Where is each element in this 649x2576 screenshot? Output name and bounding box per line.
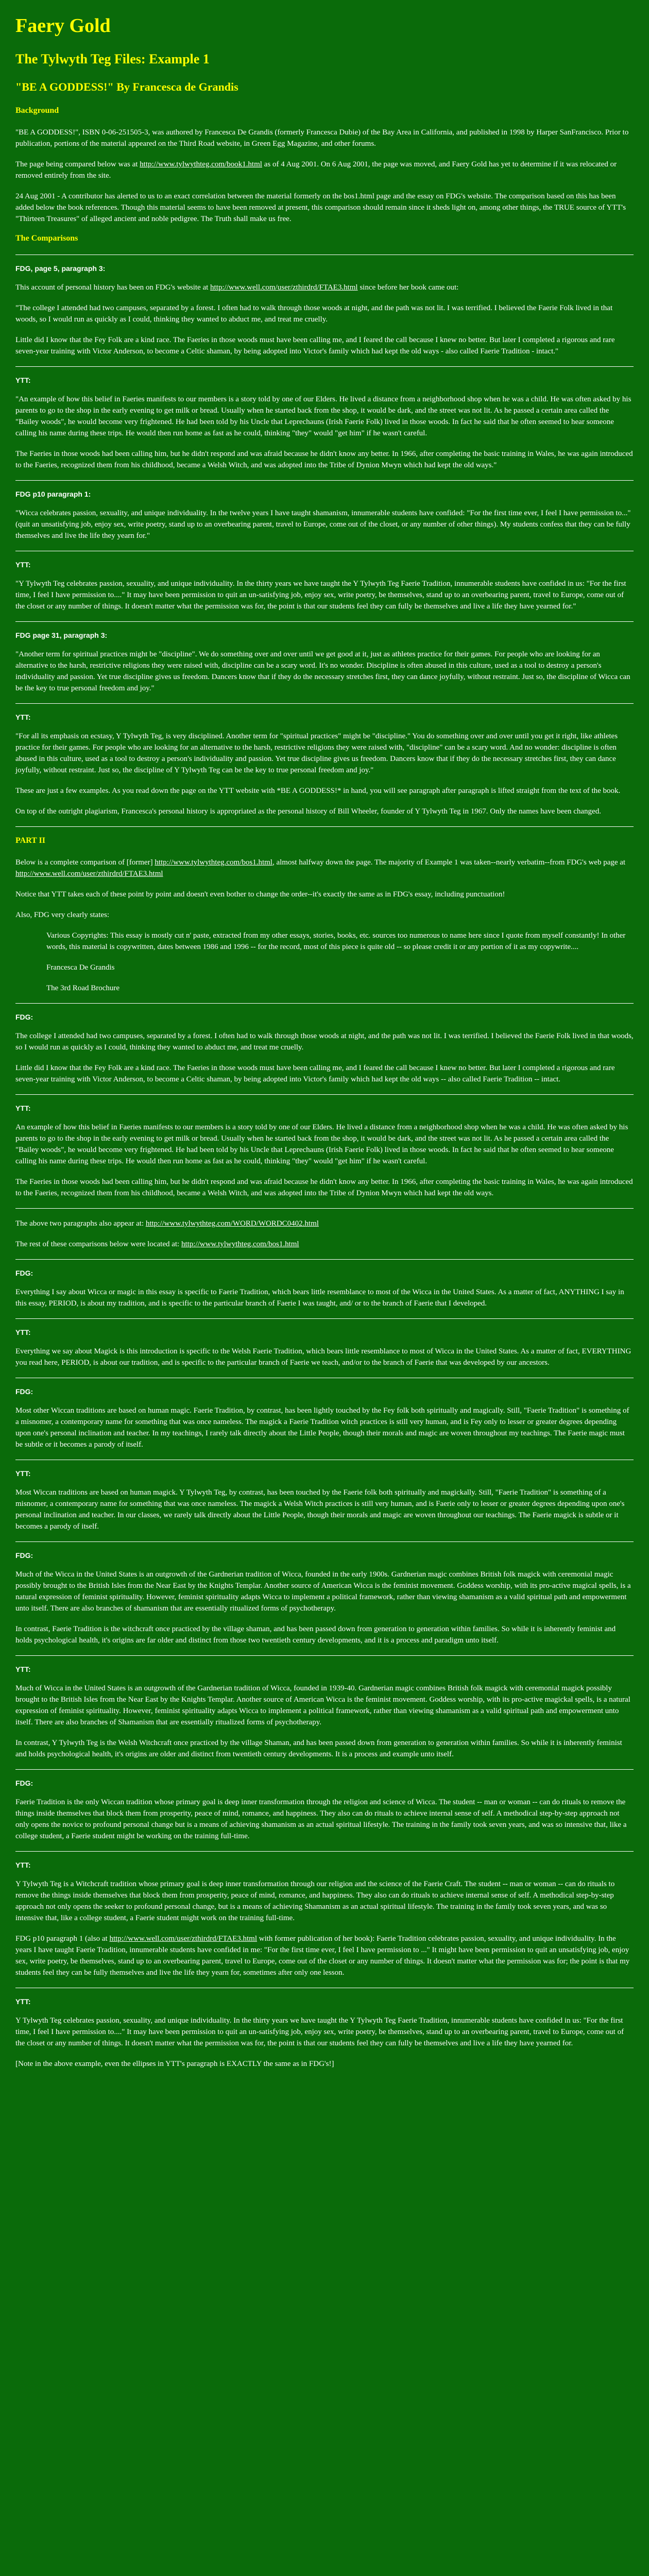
url-link[interactable]: http://www.well.com/user/zthirdrd/FTAE3.html bbox=[109, 1935, 258, 1943]
comparison-paragraph: On top of the outright plagiarism, Francesca's personal history is appropriated as the personal history of Bill Wheeler, founder of Y Tylwyth Teg in 1967. Only the names have been changed. bbox=[15, 807, 601, 816]
comparison-block bbox=[15, 1003, 634, 1085]
source-label: FDG: bbox=[15, 1387, 33, 1396]
source-label: YTT: bbox=[15, 1469, 31, 1478]
url-link[interactable]: http://www.tylwythteg.com/WORD/WORDC0402.html bbox=[145, 1219, 319, 1228]
source-label: FDG: bbox=[15, 1779, 33, 1787]
site-title: Faery Gold bbox=[15, 15, 111, 37]
comparison-block bbox=[15, 1460, 634, 1532]
source-label: FDG p10 paragraph 1: bbox=[15, 490, 91, 498]
url-link[interactable]: http://www.well.com/user/zthirdrd/FTAE3.html bbox=[15, 870, 163, 878]
part2-heading: PART II bbox=[15, 836, 45, 845]
comparison-block bbox=[15, 366, 634, 471]
comparison-paragraph: Much of Wicca in the United States is an outgrowth of the Gardnerian tradition of Wicca, founded in 1939-40. Gardnerian magic combines British folk magick with ceremonial magick possibly brought to the British Isles from the Near East by the Knights Templar. Another source of American Wicca is the feminist movement. Goddess worship, with its pro-active magickal spells, is a natural expression of feminist spirituality. However, feminist spirituality adapts Wicca to implement a political framework, rather than viewing shamanism as a valid spiritual path and empowerment unto itself. There are also branches of Shamanism that are essentially ritualized forms of psychotherapy. bbox=[15, 1684, 630, 1726]
comparison-block bbox=[15, 1988, 634, 2070]
comparison-list bbox=[15, 255, 634, 817]
comparison-paragraph: This account of personal history has been on FDG's website at http://www.well.com/user/zthirdrd/FTAE3.html since before her book came out: bbox=[15, 283, 459, 292]
divider bbox=[15, 826, 634, 827]
comparison-paragraph: In contrast, Faerie Tradition is the witchcraft once practiced by the village shaman, and has been passed down from generation to generation within families. So while it is inherently feminist and holds psychological health, it's origins are far older and distinct from those two twentieth century developments, and it is a process and paradigm unto itself. bbox=[15, 1625, 616, 1645]
source-label: YTT: bbox=[15, 376, 31, 384]
comparison-paragraph: An example of how this belief in Faeries manifests to our members is a story told by one of our Elders. He lived a distance from a neighborhood shop when he was a child. He was often asked by his parents to go to the shop in the early evening to get milk or bread. Usually when he started back from the shop, it would be dark, and the street was not lit. As he passed a certain area called the "Bailey woods", he would become very frightened. He had been told by his Uncle that Leprechauns (Irish Faerie Folk) lived in those woods. In fact he said that he often seemed to hear someone calling his name during these trips. He would then run home as fast as he could, thinking "they" would "get him" if he wasn't careful. bbox=[15, 1123, 628, 1165]
source-label: FDG: bbox=[15, 1269, 33, 1277]
comparison-paragraph: The Faeries in those woods had been calling him, but he didn't respond and was afraid because he didn't know any better. In 1966, after completing the basic training in Wales, he was again introduced to the Faeries, recognized them from his childhood, became a Welsh Witch, and was adopted into the Tribe of Dynion Mwyn which had kept the old ways." bbox=[15, 450, 633, 469]
comparison-paragraph: Everything I say about Wicca or magic in this essay is specific to Faerie Tradition, which bears little resemblance to most of the Wicca in the United States. As a matter of fact, ANYTHING I say in this essay, PERIOD, is about my tradition, and is specific to the particular branch of Faerie I was taught, and/ or to the branch of Faerie that I developed. bbox=[15, 1288, 624, 1308]
comparison-paragraph: "Y Tylwyth Teg celebrates passion, sexuality, and unique individuality. In the thirty years we have taught the Y Tylwyth Teg Faerie Tradition, innumerable students have confided in us: "For the first time, I feel I have permission to...." It may have been permission to quit an un-satisfying job, enjoy sex, write poetry, be themselves, stand up to an overbearing parent, travel to Europe, come out of the closet or any number of things. It doesn't matter what the permission was for, the point is that our students feel they can fully be themselves and live a life they have yearned for." bbox=[15, 580, 626, 611]
page-subtitle: The Tylwyth Teg Files: Example 1 bbox=[15, 52, 210, 66]
comparison-paragraph: Much of the Wicca in the United States is an outgrowth of the Gardnerian tradition of Wicca, founded in the early 1900s. Gardnerian magic combines British folk magick with ceremonial magic possibly brought to the British Isles from the Near East by the Knights Templar. Another source of American Wicca is the feminist movement. Goddess worship, with its pro-active magical spells, is a natural expression of feminist spirituality. However, feminist spirituality adapts Wicca to implement a political framework, rather than viewing shamanism as a valid spiritual path and empowerment unto itself. There are also branches of shamanism that are essentially ritualized forms of psychotherapy. bbox=[15, 1570, 631, 1613]
comparison-paragraph: "The college I attended had two campuses, separated by a forest. I often had to walk through those woods at night, and the path was not lit. I was terrified. I believed the Faerie Folk lived in that woods, so I would run as quickly as I could, thinking they wanted to abduct me, and treat me cruelly. bbox=[15, 304, 613, 324]
url-link[interactable]: http://www.well.com/user/zthirdrd/FTAE3.html bbox=[210, 283, 358, 292]
url-link[interactable]: http://www.tylwythteg.com/bos1.html bbox=[181, 1240, 299, 1248]
comparison-block bbox=[15, 1541, 634, 1646]
quote-author: Francesca De Grandis bbox=[46, 963, 115, 972]
background-paragraph: "BE A GODDESS!", ISBN 0-06-251505-3, was authored by Francesca De Grandis (formerly Francesca Dubie) of the Bay Area in California, and published in 1998 by Harper SanFrancisco. Prior to publication, portions of the material appeared on the Third Road website, in Green Egg Magazine, and other forums. bbox=[15, 128, 629, 148]
url-link[interactable]: http://www.tylwythteg.com/bos1.html bbox=[155, 858, 272, 867]
source-label: YTT: bbox=[15, 1997, 31, 2006]
source-label: YTT: bbox=[15, 1861, 31, 1869]
comparison-block bbox=[15, 1851, 634, 1978]
comparison-paragraph: Faerie Tradition is the only Wiccan tradition whose primary goal is deep inner transformation through the religion and science of Wicca. The student -- man or woman -- can do rituals to remove the things inside themselves that block them from prosperity, peace of mind, romance, and happiness. They also can do rituals to achieve internal sense of self. A methodical step-by-step approach not only opens the novice to profound personal change but is a means of achieving shamanism as an actual spiritual lifestyle. The training in the family took seven years, and was so intensive that, like a college student, a Faerie student might be working on the training full-time. bbox=[15, 1798, 627, 1840]
comparison-block bbox=[15, 1318, 634, 1368]
source-label: FDG page 31, paragraph 3: bbox=[15, 631, 108, 639]
comparison-block bbox=[15, 480, 634, 541]
comparison-block bbox=[15, 255, 634, 357]
comparison-paragraph: FDG p10 paragraph 1 (also at http://www.well.com/user/zthirdrd/FTAE3.html with former publication of her book): Faerie Tradition celebrates passion, sexuality, and unique individuality. In the years I have taught Faerie Tradition, innumerable students have confided in me: "For the first time ever, I feel I have permission to ..." It might have been permission to quit an unsatisfying job, enjoy sex, write poetry, be themselves, stand up to an overbearing parent, travel to Europe, come out of the closet or any number of things. It doesn't matter what the permission was for; the point is that my students feel they can be fully themselves and live the life they yearn for, sometimes after only one lesson. bbox=[15, 1935, 630, 1977]
comparison-paragraph: The Faeries in those woods had been calling him, but he didn't respond and was afraid because he didn't know any better. In 1966, after completing the basic training in Wales, he was again introduced to the Faeries, recognized them from his childhood, became a Welsh Witch, and was adopted into the Tribe of Dynion Mwyn which had kept the old ways. bbox=[15, 1178, 633, 1197]
comparison-block bbox=[15, 1655, 634, 1760]
copyright-quote bbox=[46, 930, 634, 994]
comparison-paragraph: "Another term for spiritual practices might be "discipline". We do something over and over until we get good at it, just as athletes practice for their games. For people who are looking for an alternative to the harsh, restrictive religions they were raised with, discipline can be a scary word. It's no wonder. Discipline is often abused in this culture, used as a tool to destroy a person's individuality and passion. Yet true discipline gives us freedom. Dancers know that if they do the necessary stretches first, they can dance joyfully, without restraint. Just so, the discipline of Wicca can be the key to true personal freedom and joy." bbox=[15, 650, 630, 692]
background-heading: Background bbox=[15, 106, 59, 115]
comparison-paragraph: In contrast, Y Tylwyth Teg is the Welsh Witchcraft once practiced by the village Shaman, and has been passed down from generation to generation within families. So while it is inherently feminist and holds psychological health, it's origins are older and distinct from twentieth century developments. It is a process and example unto itself. bbox=[15, 1739, 622, 1758]
comparison-paragraph: Most Wiccan traditions are based on human magick. Y Tylwyth Teg, by contrast, has been touched by the Faerie folk both spiritually and magickally. Still, "Faerie Tradition" is something of a misnomer, a contemporary name for something that was once nameless. The magick a Welsh Witch practices is still very human, and is Faerie only to lesser or greater degrees depending upon one's personal inclination and teacher. In our classes, we rarely talk directly about the Little People, though their morals and magic are woven throughout our teachings. The Faerie magick is subtle or it becomes a parody of itself. bbox=[15, 1488, 625, 1531]
comparison-paragraph: "An example of how this belief in Faeries manifests to our members is a story told by one of our Elders. He lived a distance from a neighborhood shop when he was a child. He was often asked by his parents to go to the shop in the early evening to get milk or bread. Usually when he started back from the shop, it would be dark, and the street was not lit. As he passed a certain area called the "Bailey woods", he would become very frightened. He had been told by his Uncle that Leprechauns (Irish Faerie Folk) lived in those woods. In fact he said that he often seemed to hear someone calling his name during these trips. He would then run home as fast as he could, thinking "they" would "get him" if he wasn't careful. bbox=[15, 395, 631, 437]
source-label: FDG, page 5, paragraph 3: bbox=[15, 264, 106, 273]
source-label: YTT: bbox=[15, 561, 31, 569]
comparisons-heading: The Comparisons bbox=[15, 234, 78, 243]
comparison-block bbox=[15, 1259, 634, 1309]
comparison-paragraph: The college I attended had two campuses, separated by a forest. I often had to walk through those woods at night, and the path was not lit. I was terrified. I believed the Faerie Folk lived in that woods, so I would run as quickly as I could, thinking they wanted to abduct me, and treat me cruelly. bbox=[15, 1032, 634, 1052]
url-link[interactable]: http://www.tylwythteg.com/book1.html bbox=[140, 160, 262, 168]
comparison-block bbox=[15, 621, 634, 694]
comparison-block bbox=[15, 1769, 634, 1842]
background-paragraph: 24 Aug 2001 - A contributor has alerted to us to an exact correlation between the material formerly on the bos1.html page and the essay on FDG's website. The comparison based on this has been added below the book references. Though this material seems to have been removed at present, this comparison should remain since it sheds light on, among other things, the TRUE source of YTT's "Thirteen Treasures" of alleged ancient and noble pedigree. The Truth shall make us free. bbox=[15, 192, 626, 223]
comparison-block bbox=[15, 1378, 634, 1450]
comparison-paragraph: Y Tylwyth Teg celebrates passion, sexuality, and unique individuality. In the thirty years we have taught the Y Tylwyth Teg Faerie Tradition, innumerable students have confided in us: "For the first time, I feel I have permission to...." It may have been permission to quit an un-satisfying job, enjoy sex, write poetry, be themselves, stand up to an overbearing parent, travel to Europe, come out of the closet or any number of things. It doesn't matter what the permission was for, the point is that our students feel they can fully be themselves and live a life they have yearned for. bbox=[15, 2016, 624, 2047]
comparison-block bbox=[15, 1208, 634, 1250]
comparison-paragraph: Y Tylwyth Teg is a Witchcraft tradition whose primary goal is deep inner transformation through our religion and the science of the Faerie Craft. The student -- man or woman -- can do rituals to remove the things inside themselves that block them from prosperity, peace of mind, romance, and happiness. They also can do rituals to achieve internal sense of self. A methodical step-by-step approach not only opens the seeker to profound personal change, but is a means of achieving Shamanism as an actual spiritual lifestyle. The training in the family took seven years, and was so intensive that, like a college student, a Faerie student might work on the training full-time. bbox=[15, 1880, 615, 1922]
book-heading: "BE A GODDESS!" By Francesca de Grandis bbox=[15, 80, 238, 93]
part2-paragraph: Also, FDG very clearly states: bbox=[15, 911, 110, 919]
comparison-paragraph: "Wicca celebrates passion, sexuality, and unique individuality. In the twelve years I have taught shamanism, innumerable students have confided: "For the first time ever, I feel I have permission to..." (quit an unsatisfying job, enjoy sex, write poetry, stand up to an overbearing parent, travel to Europe, come out of the closet, or any number of other things). My students confess that they can be fully themselves and live the life they yearn for." bbox=[15, 509, 631, 540]
source-label: FDG: bbox=[15, 1013, 33, 1021]
comparison-paragraph: Most other Wiccan traditions are based on human magic. Faerie Tradition, by contrast, has been lightly touched by the Fey folk both spiritually and magically. Still, "Faerie Tradition" is something of a misnomer, a contemporary name for something that was once nameless. The magick a Faerie Tradition witch practices is still very human, and is Fey only to lesser or greater degrees depending upon one's personal inclination and teacher. In my teachings, I rarely talk directly about the Little People, though their morals and magic are woven throughout my teachings. The Faerie magic must be subtle or it becomes a parody of itself. bbox=[15, 1406, 629, 1449]
comparison-block bbox=[15, 1094, 634, 1199]
comparison-block bbox=[15, 703, 634, 817]
example-list bbox=[15, 1003, 634, 2070]
part2-paragraph: Below is a complete comparison of [former] http://www.tylwythteg.com/bos1.html, almost halfway down the page. The majority of Example 1 was taken--nearly verbatim--from FDG's web page at http://www.well.com/user/zthirdrd/FTAE3.html bbox=[15, 858, 626, 878]
comparison-paragraph: Everything we say about Magick is this introduction is specific to the Welsh Faerie Tradition, which bears little resemblance to most of Wicca in the United States. As a matter of fact, EVERYTHING you read here, PERIOD, is about our tradition, and is specific to the particular branch of Faerie we teach, and/or to the branch of Faerie that was developed by our ancestors. bbox=[15, 1347, 631, 1367]
comparison-paragraph: "For all its emphasis on ecstasy, Y Tylwyth Teg, is very disciplined. Another term for "spiritual practices" might be "discipline." You do something over and over until you get it right, like athletes practice for their games. For people who are looking for an alternative to the harsh, restrictive religions they were raised with, "discipline" can be a scary word. And no wonder: discipline is often abused in this culture, used as a tool to destroy a person's individuality and passion. Yet true discipline gives us freedom. Dancers know that if they do the necessary stretches first, they can dance joyfully, without restraint. Just so, the discipline of Y Tylwyth Teg can be the key to true personal freedom and joy." bbox=[15, 732, 618, 774]
comparison-paragraph: These are just a few examples. As you read down the page on the YTT website with *BE A GODDESS!* in hand, you will see paragraph after paragraph is lifted straight from the text of the book. bbox=[15, 787, 621, 795]
part2-paragraph: Notice that YTT takes each of these point by point and doesn't even bother to change the order--it's exactly the same as in FDG's essay, including punctuation! bbox=[15, 890, 505, 899]
background-paragraph: The page being compared below was at http://www.tylwythteg.com/book1.html as of 4 Aug 2001. On 6 Aug 2001, the page was moved, and Faery Gold has yet to determine if it was relocated or removed entirely from the site. bbox=[15, 160, 617, 180]
source-label: YTT: bbox=[15, 713, 31, 721]
comparison-block bbox=[15, 551, 634, 612]
quote-paragraph: Various Copyrights: This essay is mostly cut n' paste, extracted from my other essays, stories, books, etc. sources too numerous to name here since I quote from myself constantly! In other words, this material is copywritten, dates between 1986 and 1996 -- for the record, most of this piece is quite old -- so please credit it or any portion of it as my copywrite.... bbox=[46, 931, 626, 951]
source-label: YTT: bbox=[15, 1104, 31, 1112]
comparison-paragraph: [Note in the above example, even the ellipses in YTT's paragraph is EXACTLY the same as in FDG's!] bbox=[15, 2060, 334, 2068]
source-label: YTT: bbox=[15, 1328, 31, 1336]
comparison-paragraph: The rest of these comparisons below were located at: http://www.tylwythteg.com/bos1.html bbox=[15, 1240, 299, 1248]
comparison-paragraph: The above two paragraphs also appear at: http://www.tylwythteg.com/WORD/WORDC0402.html bbox=[15, 1219, 319, 1228]
comparison-paragraph: Little did I know that the Fey Folk are a kind race. The Faeries in those woods must have been calling me, and I feared the call because I knew no better. But later I completed a rigorous and rare seven-year training with Victor Anderson, to become a Celtic shaman, by being adopted into Victor's family which had kept the old ways -- also called Faerie Tradition -- intact. bbox=[15, 1064, 615, 1083]
source-label: FDG: bbox=[15, 1551, 33, 1560]
source-label: YTT: bbox=[15, 1665, 31, 1673]
comparison-paragraph: Little did I know that the Fey Folk are a kind race. The Faeries in those woods must have been calling me, and I feared the call because I knew no better. But later I completed a rigorous and rare seven-year training with Victor Anderson, to become a Celtic shaman, by being adopted into Victor's family which had kept the old ways - also called Faerie Tradition - intact." bbox=[15, 336, 615, 355]
quote-source: The 3rd Road Brochure bbox=[46, 984, 120, 992]
